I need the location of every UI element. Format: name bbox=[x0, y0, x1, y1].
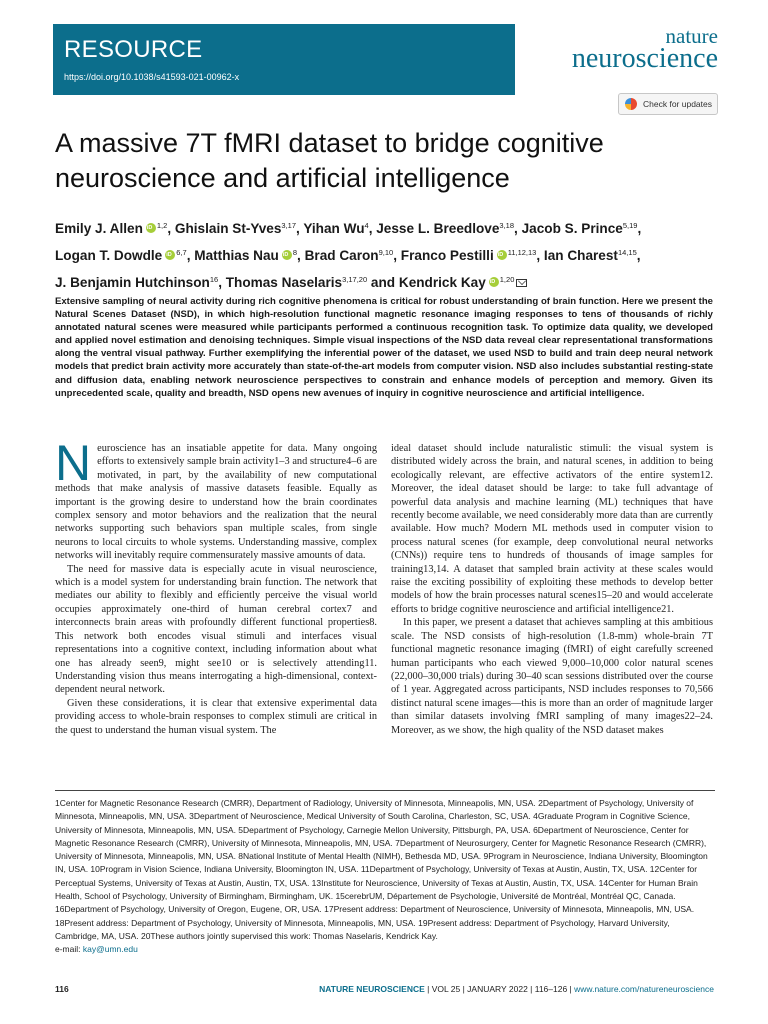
orcid-icon[interactable] bbox=[146, 223, 156, 233]
journal-logo[interactable] bbox=[528, 26, 718, 86]
author-affil: 3,18 bbox=[499, 221, 515, 230]
author-affil: 14,15 bbox=[617, 248, 637, 257]
journal-url[interactable]: www.nature.com/natureneuroscience bbox=[574, 984, 714, 994]
author-name[interactable]: Matthias Nau bbox=[194, 248, 279, 263]
body-column-left bbox=[55, 435, 377, 737]
author-name[interactable]: Brad Caron bbox=[304, 248, 379, 263]
check-updates-label: Check for updates bbox=[643, 99, 712, 109]
author-affil: 11,12,13 bbox=[507, 248, 537, 257]
author-affil: 5,19 bbox=[622, 221, 638, 230]
author-affil: 3,17 bbox=[281, 221, 297, 230]
section-label: RESOURCE bbox=[64, 36, 203, 63]
check-for-updates-button[interactable] bbox=[618, 93, 718, 115]
author-name[interactable]: Kendrick Kay bbox=[398, 275, 486, 290]
orcid-icon[interactable] bbox=[497, 250, 507, 260]
author-name[interactable]: Emily J. Allen bbox=[55, 221, 143, 236]
email-link[interactable]: kay@umn.edu bbox=[82, 944, 138, 955]
body-paragraph: ideal dataset should include naturalistic stimuli: the visual system is distributed widely across the brain, and natural scenes, in addition to being ecologically relevant, are effective activators of the entire system12. Moreover, the ideal dataset should be large: to take full advantage of powerful data analysis and machine learning (ML) techniques that have recently become available, we need considerably more data than are currently available. How much? Modern ML methods used in computer vision to process natural scenes (for example, deep convolutional neural networks (CNNs)) require tens to hundreds of thousands of image samples for training13,14. A dataset that sampled brain activity at these scales would raise the exciting possibility of exploiting these methods to develop better models of how the brain processes natural scenes15–20 and would accelerate efforts to bridge cognitive neuroscience and artificial intelligence21. bbox=[391, 443, 713, 615]
body-paragraph: Given these considerations, it is clear that extensive experimental data providing access to whole-brain responses to complex stimuli are critical in the quest to understand the human visual system. The bbox=[55, 697, 377, 736]
orcid-icon[interactable] bbox=[489, 277, 499, 287]
author-affil: 8 bbox=[292, 248, 298, 257]
author-name[interactable]: Ghislain St-Yves bbox=[174, 221, 282, 236]
affiliations bbox=[55, 797, 715, 957]
logo-line-2: neuroscience bbox=[571, 43, 718, 74]
section-banner bbox=[53, 24, 515, 95]
article-title: A massive 7T fMRI dataset to bridge cognitive neuroscience and artificial intelligence bbox=[55, 128, 604, 193]
body-paragraph: In this paper, we present a dataset that achieves sampling at this ambitious scale. The NSD consists of high-resolution (1.8-mm) whole-brain 7T functional magnetic resonance imaging (fMRI) of eight carefully screened human participants who each viewed 9,000–10,000 color natural scenes (22,000–30,000 trials) during 30–40 scan sessions distributed over the course of 1 year. Aggregated across participants, NSD includes responses to 70,566 distinct natural scene images—this is more than an order of magnitude larger than similar datasets involving fMRI sampling of many images22–24. Moreover, as we show, the high quality of the NSD dataset makes bbox=[391, 617, 713, 736]
page-number: 116 bbox=[55, 984, 69, 994]
correspondence bbox=[55, 944, 138, 954]
crossmark-icon bbox=[625, 98, 637, 110]
author-name[interactable]: Thomas Naselaris bbox=[225, 275, 343, 290]
author-name[interactable]: Yihan Wu bbox=[303, 221, 365, 236]
affiliations-text: 1Center for Magnetic Resonance Research (CMRR), Department of Radiology, University of Minnesota, Minneapolis, MN, USA. 2Department of Psychology, University of Minnesota, Minneapolis, MN, USA. 3Department of Neuroscience, Medical University of South Carolina, Charleston, SC, USA. 4Graduate Program in Cognitive Science, University of Minnesota, Minneapolis, MN, USA. 5Department of Psychology, Carnegie Mellon University, Pittsburgh, PA, USA. 6Department of Neuroscience, Center for Magnetic Resonance Research (CMRR), University of Minnesota, Minneapolis, MN, USA. 7Department of Neurosurgery, Center for Magnetic Resonance Research (CMRR), University of Minnesota, Minneapolis, MN, USA. 8National Institute of Mental Health (NIMH), Bethesda MD, USA. 9Program in Neuroscience, Indiana University, Bloomington IN, USA. 10Program in Vision Science, Indiana University, Bloomington IN, USA. 11Department of Psychology, University of Texas at Austin, Austin, TX, USA. 12Center for Perceptual Systems, University of Texas at Austin, Austin, TX, USA. 13Institute for Neuroscience, University of Texas at Austin, Austin, TX, USA. 14Center for Human Brain Health, School of Psychology, University of Birmingham, Birmingham, UK. 15cerebrUM, Département de Psychologie, Université de Montréal, Montréal QC, Canada. 16Department of Psychology, University of Oregon, Eugene, OR, USA. 17Present address: Department of Neuroscience, University of Minnesota, Minneapolis, MN, USA. 18Present address: Department of Psychology, University of Minnesota, Minneapolis, MN, USA. 19Present address: Department of Psychology, Harvard University, Cambridge, MA, USA. 20These authors jointly supervised this work: Thomas Naselaris, Kendrick Kay. bbox=[55, 798, 708, 941]
footnote-divider bbox=[55, 790, 715, 791]
author-affil: 1,20 bbox=[499, 275, 515, 284]
orcid-icon[interactable] bbox=[165, 250, 175, 260]
issue-info: | VOL 25 | JANUARY 2022 | 116–126 | bbox=[424, 984, 575, 994]
orcid-icon[interactable] bbox=[282, 250, 292, 260]
author-name[interactable]: Ian Charest bbox=[543, 248, 618, 263]
author-name[interactable]: J. Benjamin Hutchinson bbox=[55, 275, 210, 290]
author-name[interactable]: Franco Pestilli bbox=[400, 248, 494, 263]
author-name[interactable]: Logan T. Dowdle bbox=[55, 248, 163, 263]
author-list: Emily J. AlleniD $^{1,2}$, Ghislain St-Yves$^{3,17}$, Yihan Wu$^4$, Jesse L. Breedlove$^{3,18}$, Jacob S. Prince$^{5,19}$, Logan T. DowdleiD $^{6,7}$, Matthias NauiD $^8$, Brad Caron$^{9,10}$, Franco PestilliiD $^{11,12,13}$, Ian Charest$^{14,15}$, J. Benjamin Hutchinson$^{16}$, Thomas Naselaris$^{3,17,20}$ and Kendrick KayiD $^{1,20}$ bbox=[55, 214, 735, 295]
body-paragraph bbox=[55, 435, 377, 563]
author-affil: 3,17,20 bbox=[342, 275, 368, 284]
body-column-right bbox=[391, 442, 713, 737]
author-name[interactable]: Jacob S. Prince bbox=[521, 221, 623, 236]
author-affil: 1,2 bbox=[156, 221, 168, 230]
email-label: e-mail: bbox=[55, 944, 81, 955]
drop-cap: N bbox=[55, 435, 92, 491]
email-icon[interactable] bbox=[516, 279, 527, 287]
paragraph-text: euroscience has an insatiable appetite for data. Many ongoing efforts to extensively sample brain activity1–3 and structure4–6 are motivated, in part, by the availability of new computational methods that make analysis of massive datasets feasible. Equally as important is the growing desire to understand how the brain coordinates complex sensory and motor behaviors and the realization that the neural networks supporting such behaviors span multiple scales, from single neurons to local circuits to whole systems. Understanding massive, complex networks will inevitably require commensurately massive amounts of data. bbox=[55, 443, 377, 562]
journal-footer bbox=[319, 984, 714, 994]
author-affil: 6,7 bbox=[176, 248, 187, 257]
journal-name: NATURE NEUROSCIENCE bbox=[319, 984, 425, 994]
author-affil: 9,10 bbox=[378, 248, 394, 257]
doi-link[interactable]: https://doi.org/10.1038/s41593-021-00962-x bbox=[64, 72, 240, 82]
author-affil: 16 bbox=[209, 275, 219, 284]
body-paragraph: The need for massive data is especially acute in visual neuroscience, which is a model system for understanding brain function. The network that mediates our ability to flexibly and efficiently perceive the visual world occupies approximately one-third of human cerebral cortex7 and interconnects brain areas with profoundly different functional properties8. This network both encodes visual stimuli and interfaces visual representations into a cognitive context, including information about what one has already seen9, might see10 or is selectively attending11. Understanding vision thus means interrogating a high-dimensional, context-dependent neural network. bbox=[55, 563, 377, 696]
abstract: Extensive sampling of neural activity during rich cognitive phenomena is critical for robust understanding of brain function. Here we present the Natural Scenes Dataset (NSD), in which high-resolution functional magnetic resonance imaging responses to tens of thousands of richly annotated natural scenes were measured while participants performed a continuous recognition task. To optimize data quality, we developed and applied novel estimation and denoising techniques. Simple visual inspections of the NSD data reveal clear representational transformations along the ventral visual pathway. Further exemplifying the inferential power of the dataset, we used NSD to build and train deep neural network models that predict brain activity more accurately than state-of-the-art models from computer vision. NSD also includes substantial resting-state and diffusion data, enabling network neuroscience perspectives to constrain and enhance models of perception and memory. Given its unprecedented scale, quality and breadth, NSD opens new avenues of inquiry in cognitive neuroscience and artificial intelligence. bbox=[55, 296, 713, 399]
author-affil: 4 bbox=[364, 221, 369, 230]
author-name[interactable]: Jesse L. Breedlove bbox=[376, 221, 500, 236]
logo-line-1: nature bbox=[665, 24, 718, 48]
